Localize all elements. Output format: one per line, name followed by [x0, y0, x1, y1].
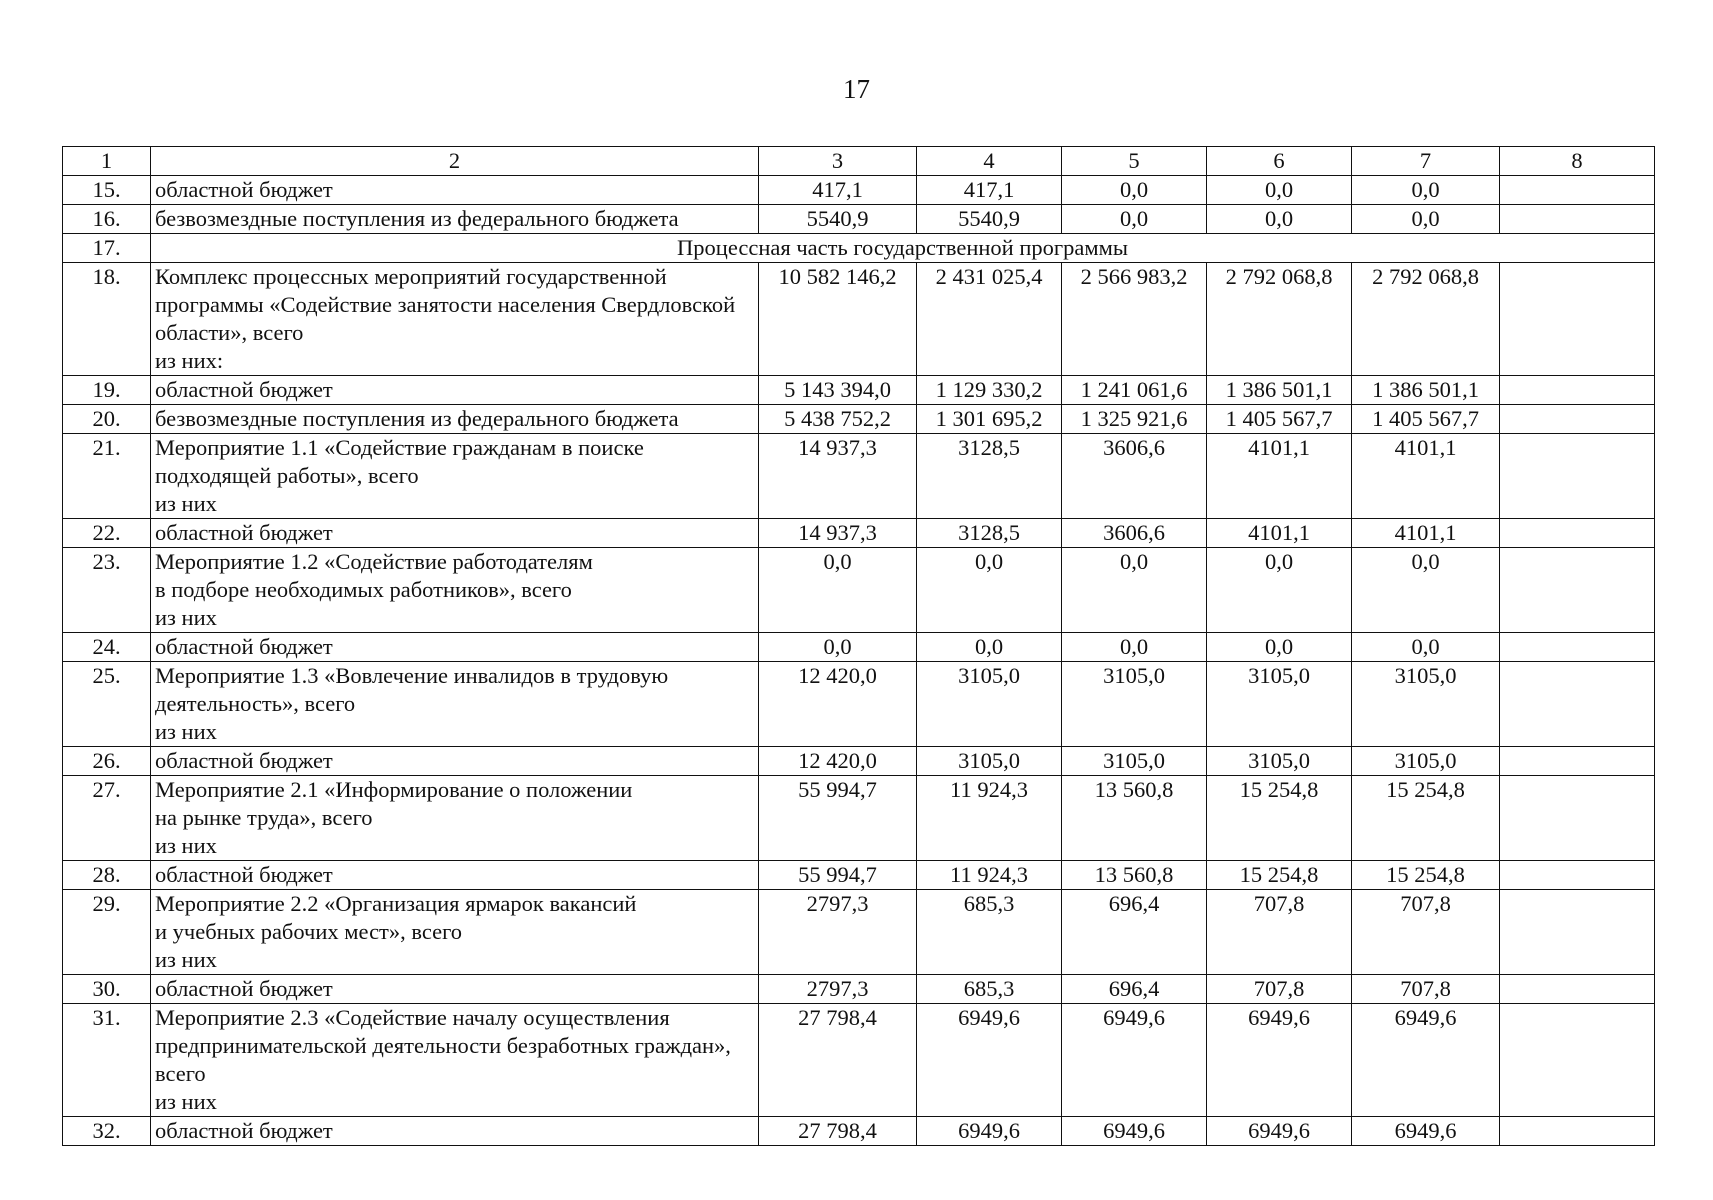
value-cell: 6949,6: [917, 1117, 1062, 1146]
value-cell: 5540,9: [759, 205, 917, 234]
row-number: 23.: [63, 548, 151, 633]
value-cell: [1500, 405, 1655, 434]
table-row: [63, 376, 1655, 405]
value-cell: 1 386 501,1: [1207, 376, 1352, 405]
column-header: 7: [1352, 147, 1500, 176]
value-cell: [1500, 434, 1655, 519]
value-cell: 6949,6: [1352, 1004, 1500, 1117]
column-header: 2: [151, 147, 759, 176]
column-header: 3: [759, 147, 917, 176]
value-cell: 696,4: [1062, 890, 1207, 975]
column-header: 8: [1500, 147, 1655, 176]
value-cell: 685,3: [917, 975, 1062, 1004]
value-cell: 3105,0: [1352, 662, 1500, 747]
value-cell: 2 566 983,2: [1062, 263, 1207, 376]
row-name: областной бюджет: [151, 975, 759, 1004]
value-cell: 3128,5: [917, 434, 1062, 519]
value-cell: 12 420,0: [759, 662, 917, 747]
value-cell: 55 994,7: [759, 776, 917, 861]
section-row: [63, 234, 1655, 263]
row-number: 28.: [63, 861, 151, 890]
value-cell: 3105,0: [917, 662, 1062, 747]
page-number: 17: [843, 74, 870, 104]
value-cell: 707,8: [1207, 975, 1352, 1004]
table-body: [63, 147, 1655, 1146]
value-cell: 5 438 752,2: [759, 405, 917, 434]
value-cell: 27 798,4: [759, 1117, 917, 1146]
row-number: 16.: [63, 205, 151, 234]
value-cell: 0,0: [1062, 205, 1207, 234]
value-cell: 2 792 068,8: [1207, 263, 1352, 376]
value-cell: 1 325 921,6: [1062, 405, 1207, 434]
value-cell: 0,0: [1207, 548, 1352, 633]
row-name: безвозмездные поступления из федерального бюджета: [151, 205, 759, 234]
value-cell: 3105,0: [1207, 662, 1352, 747]
row-name: Комплекс процессных мероприятий государственной программы «Содействие занятости населения Свердловской области», всего из них:: [151, 263, 759, 376]
value-cell: 0,0: [917, 633, 1062, 662]
row-name: Мероприятие 1.1 «Содействие гражданам в поиске подходящей работы», всего из них: [151, 434, 759, 519]
value-cell: [1500, 205, 1655, 234]
row-name: Мероприятие 1.2 «Содействие работодателям в подборе необходимых работников», всего из них: [151, 548, 759, 633]
value-cell: [1500, 519, 1655, 548]
value-cell: 6949,6: [1062, 1117, 1207, 1146]
value-cell: 0,0: [1062, 633, 1207, 662]
value-cell: [1500, 1117, 1655, 1146]
value-cell: 4101,1: [1352, 519, 1500, 548]
value-cell: 13 560,8: [1062, 776, 1207, 861]
value-cell: [1500, 548, 1655, 633]
value-cell: 0,0: [1352, 633, 1500, 662]
row-name: Мероприятие 2.3 «Содействие началу осуществления предпринимательской деятельности безработных граждан», всего из них: [151, 1004, 759, 1117]
row-name: Мероприятие 2.2 «Организация ярмарок вакансий и учебных рабочих мест», всего из них: [151, 890, 759, 975]
row-name: областной бюджет: [151, 176, 759, 205]
value-cell: 0,0: [1062, 176, 1207, 205]
value-cell: 14 937,3: [759, 434, 917, 519]
table-row: [63, 176, 1655, 205]
value-cell: 15 254,8: [1352, 861, 1500, 890]
row-number: 22.: [63, 519, 151, 548]
value-cell: 6949,6: [917, 1004, 1062, 1117]
row-number: 18.: [63, 263, 151, 376]
table-row: [63, 263, 1655, 376]
value-cell: 417,1: [917, 176, 1062, 205]
value-cell: 0,0: [1207, 633, 1352, 662]
value-cell: 2 431 025,4: [917, 263, 1062, 376]
value-cell: 4101,1: [1207, 434, 1352, 519]
table-row: [63, 975, 1655, 1004]
row-number: 21.: [63, 434, 151, 519]
value-cell: [1500, 263, 1655, 376]
table-row: [63, 890, 1655, 975]
value-cell: 0,0: [1352, 548, 1500, 633]
table-row: [63, 662, 1655, 747]
value-cell: 3105,0: [1062, 662, 1207, 747]
value-cell: 55 994,7: [759, 861, 917, 890]
value-cell: 0,0: [917, 548, 1062, 633]
table-row: [63, 633, 1655, 662]
value-cell: 27 798,4: [759, 1004, 917, 1117]
value-cell: 6949,6: [1207, 1004, 1352, 1117]
row-number: 32.: [63, 1117, 151, 1146]
value-cell: 4101,1: [1207, 519, 1352, 548]
row-number: 27.: [63, 776, 151, 861]
value-cell: 3128,5: [917, 519, 1062, 548]
row-name: областной бюджет: [151, 1117, 759, 1146]
value-cell: [1500, 633, 1655, 662]
value-cell: 1 405 567,7: [1352, 405, 1500, 434]
value-cell: 685,3: [917, 890, 1062, 975]
table-row: [63, 1004, 1655, 1117]
row-name: областной бюджет: [151, 376, 759, 405]
column-header: 5: [1062, 147, 1207, 176]
table-row: [63, 747, 1655, 776]
column-header: 4: [917, 147, 1062, 176]
section-title: Процессная часть государственной программы: [151, 234, 1655, 263]
value-cell: 707,8: [1352, 975, 1500, 1004]
value-cell: 13 560,8: [1062, 861, 1207, 890]
budget-table: [62, 146, 1655, 1146]
value-cell: 417,1: [759, 176, 917, 205]
value-cell: 0,0: [1207, 205, 1352, 234]
value-cell: 5540,9: [917, 205, 1062, 234]
value-cell: 6949,6: [1207, 1117, 1352, 1146]
value-cell: [1500, 176, 1655, 205]
value-cell: [1500, 662, 1655, 747]
row-number: 20.: [63, 405, 151, 434]
value-cell: 2 792 068,8: [1352, 263, 1500, 376]
value-cell: [1500, 376, 1655, 405]
value-cell: 12 420,0: [759, 747, 917, 776]
value-cell: 0,0: [1062, 548, 1207, 633]
value-cell: 1 386 501,1: [1352, 376, 1500, 405]
value-cell: 14 937,3: [759, 519, 917, 548]
table-row: [63, 776, 1655, 861]
value-cell: 5 143 394,0: [759, 376, 917, 405]
table-row: [63, 1117, 1655, 1146]
row-number: 15.: [63, 176, 151, 205]
value-cell: 15 254,8: [1207, 776, 1352, 861]
table-row: [63, 519, 1655, 548]
row-number: 25.: [63, 662, 151, 747]
value-cell: [1500, 975, 1655, 1004]
row-number: 24.: [63, 633, 151, 662]
row-name: Мероприятие 1.3 «Вовлечение инвалидов в трудовую деятельность», всего из них: [151, 662, 759, 747]
table-row: [63, 405, 1655, 434]
column-header: 6: [1207, 147, 1352, 176]
value-cell: [1500, 861, 1655, 890]
table-row: [63, 861, 1655, 890]
value-cell: 0,0: [1352, 176, 1500, 205]
row-name: Мероприятие 2.1 «Информирование о положении на рынке труда», всего из них: [151, 776, 759, 861]
value-cell: 11 924,3: [917, 776, 1062, 861]
value-cell: 1 301 695,2: [917, 405, 1062, 434]
value-cell: 3105,0: [1207, 747, 1352, 776]
table-row: [63, 434, 1655, 519]
value-cell: 3105,0: [1062, 747, 1207, 776]
table-header-row: [63, 147, 1655, 176]
value-cell: 3606,6: [1062, 434, 1207, 519]
value-cell: 3606,6: [1062, 519, 1207, 548]
value-cell: 0,0: [1207, 176, 1352, 205]
value-cell: 3105,0: [917, 747, 1062, 776]
value-cell: 707,8: [1207, 890, 1352, 975]
value-cell: 6949,6: [1352, 1117, 1500, 1146]
value-cell: 15 254,8: [1352, 776, 1500, 861]
value-cell: 6949,6: [1062, 1004, 1207, 1117]
row-number: 31.: [63, 1004, 151, 1117]
value-cell: 4101,1: [1352, 434, 1500, 519]
value-cell: 696,4: [1062, 975, 1207, 1004]
value-cell: [1500, 747, 1655, 776]
row-name: областной бюджет: [151, 519, 759, 548]
value-cell: [1500, 776, 1655, 861]
value-cell: 1 129 330,2: [917, 376, 1062, 405]
row-number: 17.: [63, 234, 151, 263]
value-cell: 10 582 146,2: [759, 263, 917, 376]
column-header: 1: [63, 147, 151, 176]
value-cell: [1500, 890, 1655, 975]
value-cell: 0,0: [1352, 205, 1500, 234]
value-cell: 707,8: [1352, 890, 1500, 975]
value-cell: 0,0: [759, 633, 917, 662]
value-cell: 15 254,8: [1207, 861, 1352, 890]
value-cell: 3105,0: [1352, 747, 1500, 776]
table-row: [63, 205, 1655, 234]
row-name: областной бюджет: [151, 747, 759, 776]
row-number: 19.: [63, 376, 151, 405]
row-number: 26.: [63, 747, 151, 776]
value-cell: 11 924,3: [917, 861, 1062, 890]
row-name: областной бюджет: [151, 861, 759, 890]
value-cell: 1 405 567,7: [1207, 405, 1352, 434]
value-cell: 2797,3: [759, 975, 917, 1004]
row-number: 30.: [63, 975, 151, 1004]
row-name: областной бюджет: [151, 633, 759, 662]
value-cell: 2797,3: [759, 890, 917, 975]
row-name: безвозмездные поступления из федерального бюджета: [151, 405, 759, 434]
row-number: 29.: [63, 890, 151, 975]
value-cell: 1 241 061,6: [1062, 376, 1207, 405]
value-cell: [1500, 1004, 1655, 1117]
table-row: [63, 548, 1655, 633]
value-cell: 0,0: [759, 548, 917, 633]
